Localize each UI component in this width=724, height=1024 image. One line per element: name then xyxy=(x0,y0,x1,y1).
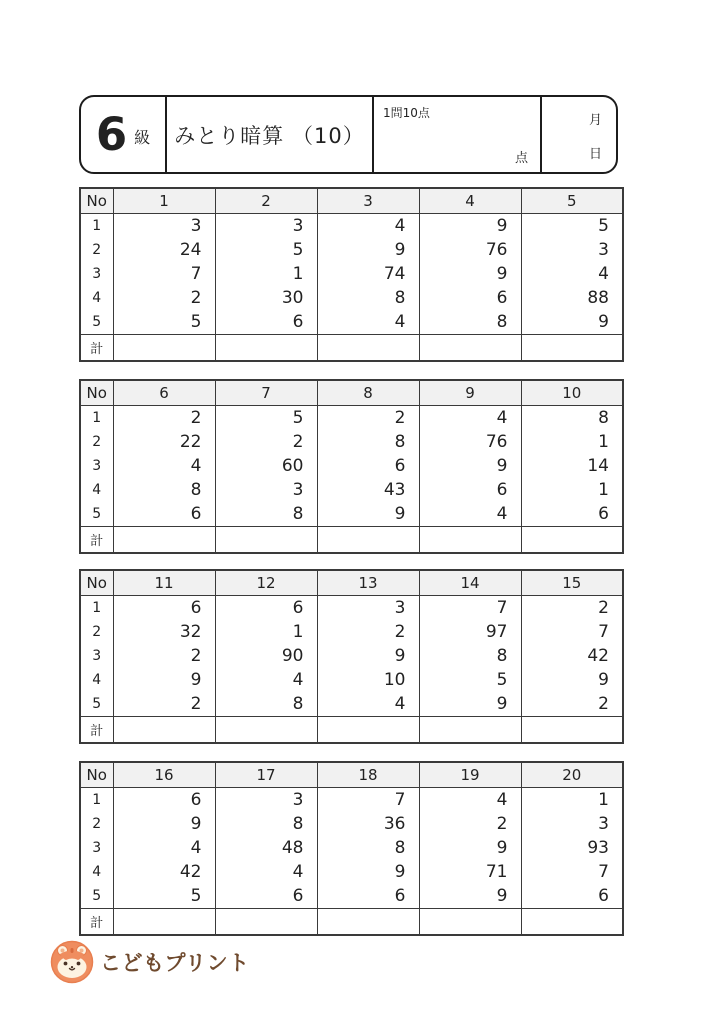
row-number-label: 3 xyxy=(80,262,113,286)
total-row-label: 計 xyxy=(80,717,113,744)
operand-value: 7 xyxy=(419,596,521,621)
total-answer-cell xyxy=(215,717,317,744)
problem-number-header: 5 xyxy=(521,188,623,214)
row-number-label: 5 xyxy=(80,310,113,335)
operand-value: 2 xyxy=(113,644,215,668)
day-label: 日 xyxy=(588,147,602,162)
row-number-label: 2 xyxy=(80,238,113,262)
operand-value: 8 xyxy=(317,430,419,454)
operand-value: 3 xyxy=(215,214,317,239)
operand-value: 8 xyxy=(215,502,317,527)
total-row-label: 計 xyxy=(80,335,113,362)
header-box xyxy=(79,95,618,174)
operand-value: 4 xyxy=(215,860,317,884)
operand-value: 4 xyxy=(317,310,419,335)
operand-value: 48 xyxy=(215,836,317,860)
operand-value: 42 xyxy=(521,644,623,668)
operand-value: 6 xyxy=(521,884,623,909)
operand-value: 2 xyxy=(215,430,317,454)
row-number-label: 2 xyxy=(80,430,113,454)
row-number-label: 4 xyxy=(80,668,113,692)
total-answer-cell xyxy=(317,717,419,744)
total-answer-cell xyxy=(215,335,317,362)
row-number-label: 1 xyxy=(80,788,113,813)
total-answer-cell xyxy=(113,717,215,744)
operand-value: 3 xyxy=(317,596,419,621)
operand-value: 2 xyxy=(113,286,215,310)
total-answer-cell xyxy=(317,527,419,554)
operand-value: 7 xyxy=(521,620,623,644)
total-answer-cell xyxy=(419,335,521,362)
operand-value: 9 xyxy=(317,502,419,527)
row-number-label: 4 xyxy=(80,860,113,884)
operand-value: 4 xyxy=(521,262,623,286)
operand-value: 4 xyxy=(419,406,521,431)
total-answer-cell xyxy=(113,335,215,362)
operand-value: 8 xyxy=(521,406,623,431)
operand-value: 9 xyxy=(317,644,419,668)
problem-number-header: 18 xyxy=(317,762,419,788)
row-number-label: 3 xyxy=(80,454,113,478)
operand-value: 9 xyxy=(419,214,521,239)
operand-value: 2 xyxy=(521,596,623,621)
problem-number-header: 8 xyxy=(317,380,419,406)
operand-value: 5 xyxy=(419,668,521,692)
total-answer-cell xyxy=(419,527,521,554)
problem-number-header: 9 xyxy=(419,380,521,406)
operand-value: 9 xyxy=(419,884,521,909)
operand-value: 2 xyxy=(113,406,215,431)
date-section xyxy=(542,97,616,172)
operand-value: 4 xyxy=(419,502,521,527)
footer-logo xyxy=(50,940,250,984)
operand-value: 6 xyxy=(113,788,215,813)
operand-value: 1 xyxy=(215,262,317,286)
problem-number-header: 10 xyxy=(521,380,623,406)
operand-value: 6 xyxy=(317,884,419,909)
operand-value: 71 xyxy=(419,860,521,884)
total-row-label: 計 xyxy=(80,527,113,554)
operand-value: 9 xyxy=(419,836,521,860)
operand-value: 4 xyxy=(317,692,419,717)
operand-value: 6 xyxy=(113,502,215,527)
mascot-icon xyxy=(50,940,94,984)
problem-number-header: 14 xyxy=(419,570,521,596)
operand-value: 97 xyxy=(419,620,521,644)
operand-value: 5 xyxy=(113,310,215,335)
operand-value: 3 xyxy=(113,214,215,239)
problem-number-header: 19 xyxy=(419,762,521,788)
operand-value: 76 xyxy=(419,430,521,454)
no-column-header: No xyxy=(80,570,113,596)
operand-value: 6 xyxy=(215,596,317,621)
operand-value: 6 xyxy=(113,596,215,621)
operand-value: 9 xyxy=(419,692,521,717)
operand-value: 10 xyxy=(317,668,419,692)
no-column-header: No xyxy=(80,188,113,214)
problem-number-header: 6 xyxy=(113,380,215,406)
score-table xyxy=(79,569,624,744)
operand-value: 9 xyxy=(521,310,623,335)
row-number-label: 5 xyxy=(80,502,113,527)
operand-value: 9 xyxy=(317,860,419,884)
operand-value: 1 xyxy=(521,478,623,502)
operand-value: 8 xyxy=(113,478,215,502)
operand-value: 4 xyxy=(113,454,215,478)
operand-value: 3 xyxy=(521,812,623,836)
operand-value: 88 xyxy=(521,286,623,310)
row-number-label: 1 xyxy=(80,214,113,239)
operand-value: 2 xyxy=(521,692,623,717)
operand-value: 1 xyxy=(215,620,317,644)
score-table xyxy=(79,187,624,362)
logo-text: こどもプリント xyxy=(100,951,250,975)
operand-value: 36 xyxy=(317,812,419,836)
month-label: 月 xyxy=(588,113,602,128)
row-number-label: 1 xyxy=(80,596,113,621)
operand-value: 8 xyxy=(419,644,521,668)
operand-value: 1 xyxy=(521,430,623,454)
total-answer-cell xyxy=(215,527,317,554)
operand-value: 8 xyxy=(215,812,317,836)
row-number-label: 2 xyxy=(80,812,113,836)
operand-value: 74 xyxy=(317,262,419,286)
operand-value: 6 xyxy=(317,454,419,478)
operand-value: 5 xyxy=(215,238,317,262)
total-answer-cell xyxy=(317,909,419,936)
points-unit-label: 点 xyxy=(514,151,528,166)
operand-value: 1 xyxy=(521,788,623,813)
row-number-label: 4 xyxy=(80,286,113,310)
row-number-label: 5 xyxy=(80,692,113,717)
operand-value: 93 xyxy=(521,836,623,860)
operand-value: 9 xyxy=(317,238,419,262)
operand-value: 9 xyxy=(419,454,521,478)
operand-value: 42 xyxy=(113,860,215,884)
problem-number-header: 20 xyxy=(521,762,623,788)
operand-value: 6 xyxy=(419,286,521,310)
operand-value: 60 xyxy=(215,454,317,478)
operand-value: 24 xyxy=(113,238,215,262)
operand-value: 4 xyxy=(113,836,215,860)
row-number-label: 2 xyxy=(80,620,113,644)
operand-value: 2 xyxy=(113,692,215,717)
problem-number-header: 15 xyxy=(521,570,623,596)
operand-value: 6 xyxy=(521,502,623,527)
operand-value: 5 xyxy=(113,884,215,909)
operand-value: 9 xyxy=(113,668,215,692)
total-answer-cell xyxy=(419,717,521,744)
score-table-block-2 xyxy=(79,379,624,554)
no-column-header: No xyxy=(80,380,113,406)
total-answer-cell xyxy=(113,527,215,554)
problem-number-header: 12 xyxy=(215,570,317,596)
operand-value: 6 xyxy=(419,478,521,502)
operand-value: 9 xyxy=(521,668,623,692)
points-per-question-note: 1問10点 xyxy=(383,106,430,120)
total-answer-cell xyxy=(521,335,623,362)
operand-value: 76 xyxy=(419,238,521,262)
operand-value: 9 xyxy=(113,812,215,836)
total-answer-cell xyxy=(113,909,215,936)
operand-value: 7 xyxy=(521,860,623,884)
score-table-block-4 xyxy=(79,761,624,936)
operand-value: 43 xyxy=(317,478,419,502)
row-number-label: 3 xyxy=(80,644,113,668)
problem-number-header: 13 xyxy=(317,570,419,596)
problem-number-header: 4 xyxy=(419,188,521,214)
total-answer-cell xyxy=(215,909,317,936)
problem-number-header: 16 xyxy=(113,762,215,788)
problem-number-header: 17 xyxy=(215,762,317,788)
total-answer-cell xyxy=(419,909,521,936)
worksheet-title: みとり暗算 （10） xyxy=(167,97,374,172)
grade-section xyxy=(81,97,167,172)
grade-unit-label: 級 xyxy=(134,128,151,147)
operand-value: 8 xyxy=(317,286,419,310)
problem-number-header: 7 xyxy=(215,380,317,406)
operand-value: 4 xyxy=(317,214,419,239)
total-answer-cell xyxy=(521,527,623,554)
score-table-block-1 xyxy=(79,187,624,362)
operand-value: 30 xyxy=(215,286,317,310)
operand-value: 90 xyxy=(215,644,317,668)
operand-value: 6 xyxy=(215,310,317,335)
row-number-label: 3 xyxy=(80,836,113,860)
operand-value: 2 xyxy=(317,406,419,431)
score-table-block-3 xyxy=(79,569,624,744)
row-number-label: 5 xyxy=(80,884,113,909)
operand-value: 4 xyxy=(419,788,521,813)
operand-value: 14 xyxy=(521,454,623,478)
row-number-label: 4 xyxy=(80,478,113,502)
operand-value: 9 xyxy=(419,262,521,286)
operand-value: 8 xyxy=(215,692,317,717)
total-answer-cell xyxy=(521,717,623,744)
operand-value: 2 xyxy=(317,620,419,644)
operand-value: 3 xyxy=(215,478,317,502)
operand-value: 7 xyxy=(317,788,419,813)
operand-value: 2 xyxy=(419,812,521,836)
no-column-header: No xyxy=(80,762,113,788)
problem-number-header: 3 xyxy=(317,188,419,214)
grade-value: 6 xyxy=(95,108,128,161)
operand-value: 3 xyxy=(215,788,317,813)
score-table xyxy=(79,761,624,936)
operand-value: 7 xyxy=(113,262,215,286)
problem-number-header: 1 xyxy=(113,188,215,214)
problem-number-header: 11 xyxy=(113,570,215,596)
row-number-label: 1 xyxy=(80,406,113,431)
operand-value: 3 xyxy=(521,238,623,262)
operand-value: 8 xyxy=(419,310,521,335)
operand-value: 5 xyxy=(521,214,623,239)
total-answer-cell xyxy=(521,909,623,936)
operand-value: 32 xyxy=(113,620,215,644)
points-section xyxy=(374,97,542,172)
problem-number-header: 2 xyxy=(215,188,317,214)
operand-value: 5 xyxy=(215,406,317,431)
operand-value: 6 xyxy=(215,884,317,909)
total-row-label: 計 xyxy=(80,909,113,936)
total-answer-cell xyxy=(317,335,419,362)
operand-value: 8 xyxy=(317,836,419,860)
score-table xyxy=(79,379,624,554)
operand-value: 4 xyxy=(215,668,317,692)
operand-value: 22 xyxy=(113,430,215,454)
